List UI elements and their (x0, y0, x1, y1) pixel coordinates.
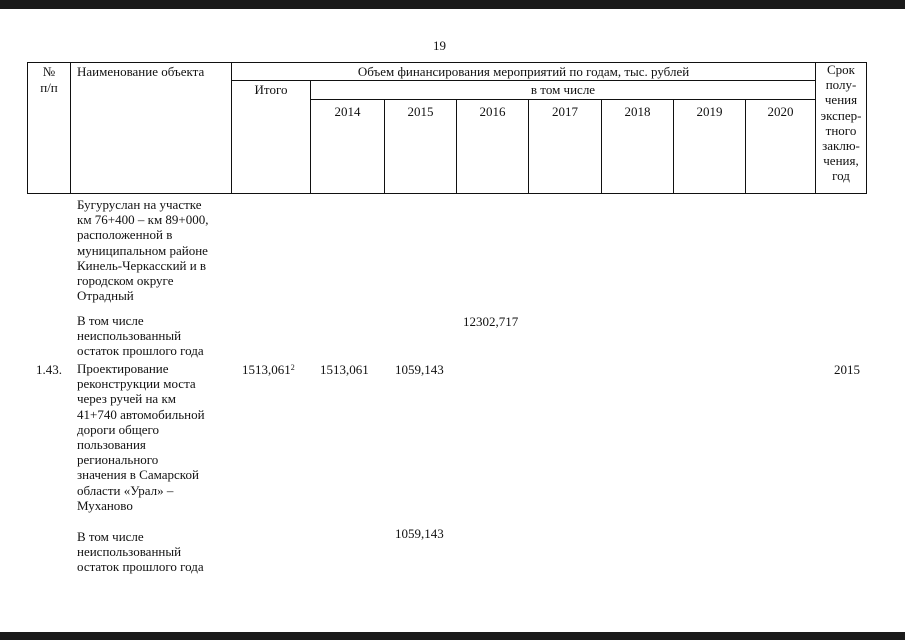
page-number: 19 (433, 38, 446, 53)
table-row-subitem-name: В том числе неиспользованный остаток прошлого года (77, 529, 204, 575)
header-year-2016: 2016 (479, 104, 506, 119)
header-deadline: Срок полу- чения экспер- тного заклю- чения, год (820, 62, 862, 184)
table-row-subitem-name: В том числе неиспользованный остаток прошлого года (77, 313, 204, 359)
header-num: № (42, 64, 56, 79)
footnote-marker: 2 (290, 363, 295, 372)
cell-2016-value: 12302,717 (463, 314, 519, 329)
header-year-2014: 2014 (334, 104, 361, 119)
header-year-2015: 2015 (407, 104, 434, 119)
cell-2015-value: 1059,143 (395, 526, 444, 541)
header-year-2019: 2019 (696, 104, 723, 119)
table-row-name: Проектирование реконструкции моста через ручей на км 41+740 автомобильной дороги общего пользования регионального значения в Самарской области «Урал» – Муханово (77, 361, 205, 513)
header-total: Итого (254, 82, 288, 97)
header-including: в том числе (530, 82, 596, 97)
header-year-2018: 2018 (624, 104, 651, 119)
cell-deadline: 2015 (834, 362, 860, 377)
header-year-2017: 2017 (552, 104, 578, 119)
header-year-2020: 2020 (767, 104, 794, 119)
header-name: Наименование объекта (77, 64, 205, 79)
cell-2015-value: 1059,143 (395, 362, 444, 377)
table-header (0, 0, 905, 200)
row-number: 1.43. (36, 362, 62, 377)
cell-total: 1513,061$^2$ (242, 362, 295, 377)
header-volume: Объем финансирования мероприятий по годам, тыс. рублей (357, 64, 690, 79)
bottom-border (0, 632, 905, 640)
table-row-continuation-name: Бугуруслан на участке км 76+400 – км 89+000, расположенной в муниципальном районе Кинель-Черкасский и в городском округе Отрадный (77, 197, 209, 304)
cell-2014-value: 1513,061 (320, 362, 369, 377)
header-num-pp: п/п (40, 80, 58, 95)
